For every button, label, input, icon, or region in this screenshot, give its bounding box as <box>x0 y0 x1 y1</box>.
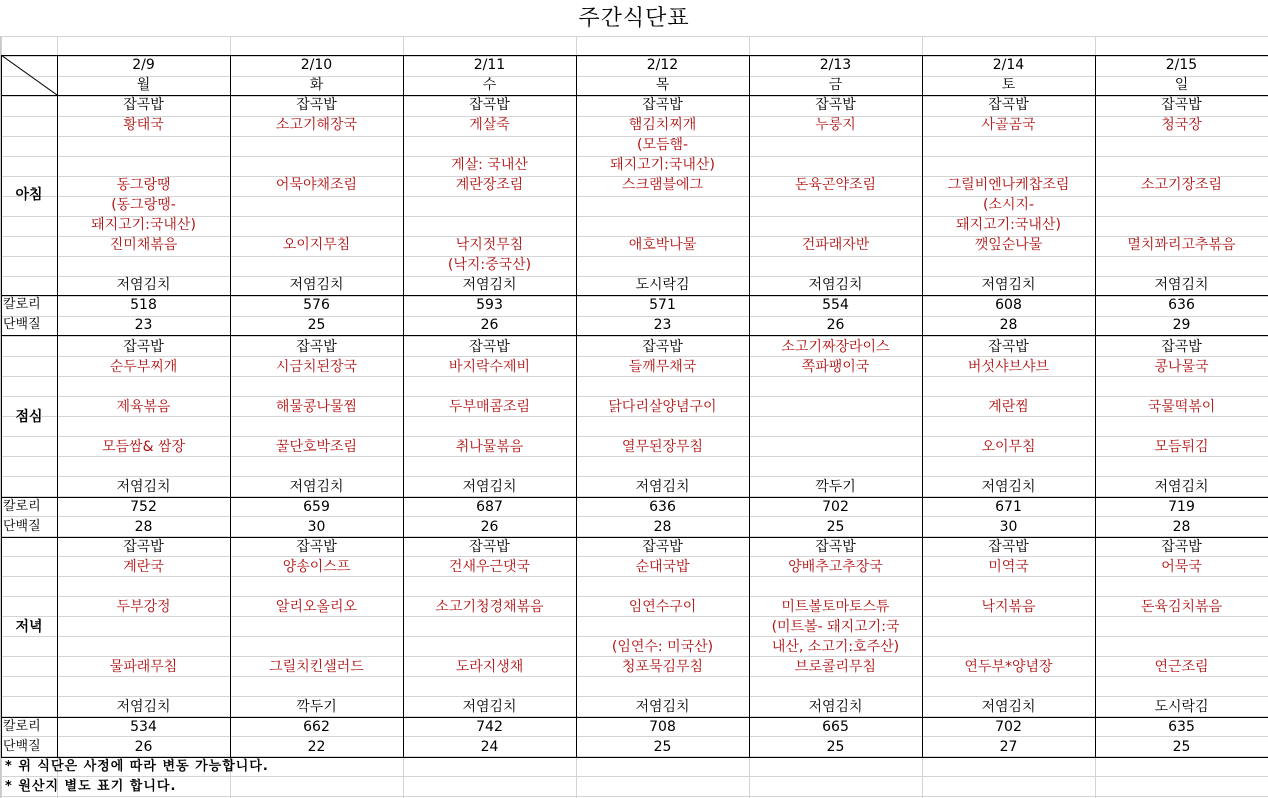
calorie-value: 534 <box>130 719 157 735</box>
menu-item: 돼지고기:국내산) <box>91 217 196 233</box>
protein-value: 25 <box>307 317 326 333</box>
page-title: 주간식단표 <box>578 6 690 31</box>
header-weekday: 금 <box>828 77 843 93</box>
calorie-label: 칼로리 <box>3 719 41 734</box>
menu-item: 임연수구이 <box>628 599 697 615</box>
calorie-value: 518 <box>130 297 157 313</box>
menu-item: 잡곡밥 <box>642 539 683 555</box>
menu-table <box>0 36 1268 798</box>
menu-item: 저염김치 <box>981 699 1036 715</box>
protein-label: 단백질 <box>3 519 41 534</box>
footnote: * 위 식단은 사정에 따라 변동 가능합니다. <box>5 759 269 774</box>
menu-item: 잡곡밥 <box>988 339 1029 355</box>
protein-value: 28 <box>999 317 1018 333</box>
protein-value: 25 <box>1172 739 1191 755</box>
menu-item: 양배추고추장국 <box>788 559 883 575</box>
menu-item: 꿀단호박조림 <box>275 439 358 455</box>
calorie-value: 702 <box>995 719 1022 735</box>
menu-item: 잡곡밥 <box>1161 539 1202 555</box>
menu-item: 저염김치 <box>981 277 1036 293</box>
calorie-value: 719 <box>1168 499 1195 515</box>
menu-item: 게살죽 <box>469 117 510 133</box>
protein-value: 28 <box>653 519 672 535</box>
menu-item: 시금치된장국 <box>275 359 358 375</box>
menu-item: 깍두기 <box>296 699 337 715</box>
menu-item: 애호박나물 <box>628 237 697 253</box>
menu-item: 잡곡밥 <box>815 539 856 555</box>
menu-item: 저염김치 <box>116 479 171 495</box>
menu-item: 내산, 소고기:호주산) <box>771 639 900 655</box>
menu-item: 잡곡밥 <box>815 97 856 113</box>
header-weekday: 월 <box>136 77 151 93</box>
protein-value: 26 <box>480 317 499 333</box>
menu-item: 양송이스프 <box>282 559 351 575</box>
menu-item: 순대국밥 <box>635 559 690 575</box>
table-border <box>1 335 1268 336</box>
menu-item: (미트볼- 돼지고기:국 <box>771 619 900 635</box>
menu-item: 도시락김 <box>1154 699 1209 715</box>
protein-value: 29 <box>1172 317 1191 333</box>
menu-item: 어묵국 <box>1161 559 1202 575</box>
menu-item: 돼지고기:국내산) <box>956 217 1061 233</box>
menu-item: (모듬햄- <box>636 137 689 153</box>
menu-item: 황태국 <box>123 117 164 133</box>
calorie-value: 608 <box>995 297 1022 313</box>
protein-value: 27 <box>999 739 1018 755</box>
menu-item: 알리오올리오 <box>275 599 358 615</box>
menu-item: 잡곡밥 <box>1161 97 1202 113</box>
menu-item: 저염김치 <box>462 479 517 495</box>
menu-item: 잡곡밥 <box>1161 339 1202 355</box>
menu-item: 저염김치 <box>635 479 690 495</box>
menu-item: 두부매콤조림 <box>448 399 531 415</box>
menu-item: 저염김치 <box>1154 479 1209 495</box>
menu-item: 잡곡밥 <box>296 539 337 555</box>
table-border <box>1 55 2 757</box>
protein-value: 26 <box>134 739 153 755</box>
menu-item: 잡곡밥 <box>469 539 510 555</box>
menu-item: 누룽지 <box>815 117 856 133</box>
menu-item: 잡곡밥 <box>469 339 510 355</box>
header-weekday: 수 <box>482 77 497 93</box>
protein-value: 26 <box>826 317 845 333</box>
menu-item: 모듬튀김 <box>1154 439 1209 455</box>
menu-item: 버섯샤브샤브 <box>967 359 1050 375</box>
header-date: 2/9 <box>132 57 155 73</box>
menu-item: 소고기짜장라이스 <box>781 339 890 355</box>
calorie-value: 702 <box>822 499 849 515</box>
protein-value: 25 <box>826 739 845 755</box>
protein-value: 28 <box>134 519 153 535</box>
menu-item: 열무된장무침 <box>621 439 704 455</box>
calorie-value: 752 <box>130 499 157 515</box>
meal-label: 저녁 <box>15 619 43 635</box>
menu-item: 그릴치킨샐러드 <box>269 659 364 675</box>
menu-item: 미트볼토마토스튜 <box>781 599 890 615</box>
protein-value: 26 <box>480 519 499 535</box>
calorie-value: 671 <box>995 499 1022 515</box>
calorie-value: 742 <box>476 719 503 735</box>
menu-item: 햄김치찌개 <box>628 117 697 133</box>
menu-item: 계란장조림 <box>455 177 524 193</box>
menu-item: 저염김치 <box>289 479 344 495</box>
menu-item: 물파래무침 <box>109 659 178 675</box>
calorie-value: 662 <box>303 719 330 735</box>
calorie-value: 659 <box>303 499 330 515</box>
menu-item: 저염김치 <box>635 699 690 715</box>
calorie-value: 576 <box>303 297 330 313</box>
protein-value: 23 <box>653 317 672 333</box>
menu-item: 어묵야채조림 <box>275 177 358 193</box>
menu-item: 돼지고기:국내산) <box>610 157 715 173</box>
protein-value: 25 <box>653 739 672 755</box>
menu-item: 미역국 <box>988 559 1029 575</box>
menu-item: 모듬쌈& 쌈장 <box>102 439 185 455</box>
header-weekday: 토 <box>1001 77 1016 93</box>
menu-item: 청국장 <box>1161 117 1202 133</box>
menu-item: 낙지젓무침 <box>455 237 524 253</box>
header-weekday: 목 <box>655 77 670 93</box>
menu-item: 잡곡밥 <box>296 97 337 113</box>
protein-value: 30 <box>307 519 326 535</box>
calorie-value: 635 <box>1168 719 1195 735</box>
menu-item: 저염김치 <box>981 479 1036 495</box>
calorie-value: 687 <box>476 499 503 515</box>
menu-item: 잡곡밥 <box>988 97 1029 113</box>
menu-item: 브로콜리무침 <box>794 659 877 675</box>
menu-item: 낙지볶음 <box>981 599 1036 615</box>
menu-item: 국물떡볶이 <box>1147 399 1216 415</box>
menu-item: 오이무침 <box>981 439 1036 455</box>
menu-item: 잡곡밥 <box>469 97 510 113</box>
menu-item: 저염김치 <box>462 277 517 293</box>
calorie-value: 554 <box>822 297 849 313</box>
menu-item: 진미채볶음 <box>109 237 178 253</box>
menu-item: 깻잎순나물 <box>974 237 1043 253</box>
calorie-label: 칼로리 <box>3 499 41 514</box>
menu-item: 그릴비엔나케찹조림 <box>947 177 1070 193</box>
menu-item: 오이지무침 <box>282 237 351 253</box>
menu-item: 콩나물국 <box>1154 359 1209 375</box>
menu-item: 계란찜 <box>988 399 1029 415</box>
protein-label: 단백질 <box>3 317 41 332</box>
menu-item: 계란국 <box>123 559 164 575</box>
menu-item: 저염김치 <box>289 277 344 293</box>
menu-item: 건새우근댓국 <box>448 559 531 575</box>
header-date: 2/14 <box>992 57 1025 73</box>
menu-item: 저염김치 <box>808 277 863 293</box>
calorie-value: 636 <box>1168 297 1195 313</box>
menu-item: 저염김치 <box>808 699 863 715</box>
calorie-value: 636 <box>649 499 676 515</box>
menu-item: (낙지:중국산) <box>447 257 532 273</box>
protein-value: 25 <box>826 519 845 535</box>
header-weekday: 화 <box>309 77 324 93</box>
header-date: 2/15 <box>1165 57 1198 73</box>
header-date: 2/11 <box>473 57 506 73</box>
menu-item: 동그랑땡 <box>116 177 171 193</box>
protein-value: 30 <box>999 519 1018 535</box>
meal-label: 점심 <box>15 409 43 425</box>
menu-item: 취나물볶음 <box>455 439 524 455</box>
header-date: 2/10 <box>300 57 333 73</box>
menu-item: 잡곡밥 <box>123 339 164 355</box>
menu-item: 두부강정 <box>116 599 171 615</box>
menu-item: 잡곡밥 <box>642 97 683 113</box>
menu-item: (임연수: 미국산) <box>611 639 714 655</box>
menu-item: (소시지- <box>982 197 1035 213</box>
meal-label: 아침 <box>15 187 43 203</box>
calorie-value: 665 <box>822 719 849 735</box>
menu-item: 순두부찌개 <box>109 359 178 375</box>
menu-item: 돈육김치볶음 <box>1140 599 1223 615</box>
header-weekday: 일 <box>1174 77 1189 93</box>
menu-item: 잡곡밥 <box>642 339 683 355</box>
header-date: 2/12 <box>646 57 679 73</box>
protein-value: 28 <box>1172 519 1191 535</box>
menu-item: 해물콩나물찜 <box>275 399 358 415</box>
corner-diagonal <box>1 55 57 95</box>
menu-item: 제육볶음 <box>116 399 171 415</box>
grid-line <box>1 36 1268 37</box>
menu-item: 연근조림 <box>1154 659 1209 675</box>
menu-item: 건파래자반 <box>801 237 870 253</box>
menu-item: 청포묵김무침 <box>621 659 704 675</box>
menu-item: 소고기해장국 <box>275 117 358 133</box>
menu-item: 게살: 국내산 <box>451 157 528 173</box>
menu-item: 잡곡밥 <box>123 97 164 113</box>
menu-item: 소고기장조림 <box>1140 177 1223 193</box>
menu-item: 소고기청경채볶음 <box>435 599 544 615</box>
menu-item: 저염김치 <box>462 699 517 715</box>
menu-item: 바지락수제비 <box>448 359 531 375</box>
grid-line <box>1 256 1268 257</box>
menu-item: 저염김치 <box>116 699 171 715</box>
menu-item: 잡곡밥 <box>988 539 1029 555</box>
menu-item: 쪽파팽이국 <box>801 359 870 375</box>
menu-item: 닭다리살양념구이 <box>608 399 717 415</box>
menu-item: 깍두기 <box>815 479 856 495</box>
menu-item: 스크램블에그 <box>621 177 704 193</box>
calorie-value: 571 <box>649 297 676 313</box>
menu-item: (동그랑땡- <box>111 197 176 213</box>
menu-item: 연두부*양념장 <box>964 659 1053 675</box>
menu-item: 저염김치 <box>116 277 171 293</box>
menu-item: 멸치꽈리고추볶음 <box>1127 237 1236 253</box>
protein-value: 22 <box>307 739 326 755</box>
calorie-value: 593 <box>476 297 503 313</box>
header-date: 2/13 <box>819 57 852 73</box>
footnote: * 원산지 별도 표기 합니다. <box>5 779 177 794</box>
menu-item: 잡곡밥 <box>123 539 164 555</box>
menu-item: 저염김치 <box>1154 277 1209 293</box>
menu-item: 잡곡밥 <box>296 339 337 355</box>
protein-label: 단백질 <box>3 739 41 754</box>
menu-item: 사골곰국 <box>981 117 1036 133</box>
protein-value: 24 <box>480 739 499 755</box>
menu-item: 들깨무채국 <box>628 359 697 375</box>
protein-value: 23 <box>134 317 153 333</box>
menu-item: 도라지생채 <box>455 659 524 675</box>
menu-item: 도시락김 <box>635 277 690 293</box>
calorie-value: 708 <box>649 719 676 735</box>
menu-item: 돈육곤약조림 <box>794 177 877 193</box>
calorie-label: 칼로리 <box>3 297 41 312</box>
